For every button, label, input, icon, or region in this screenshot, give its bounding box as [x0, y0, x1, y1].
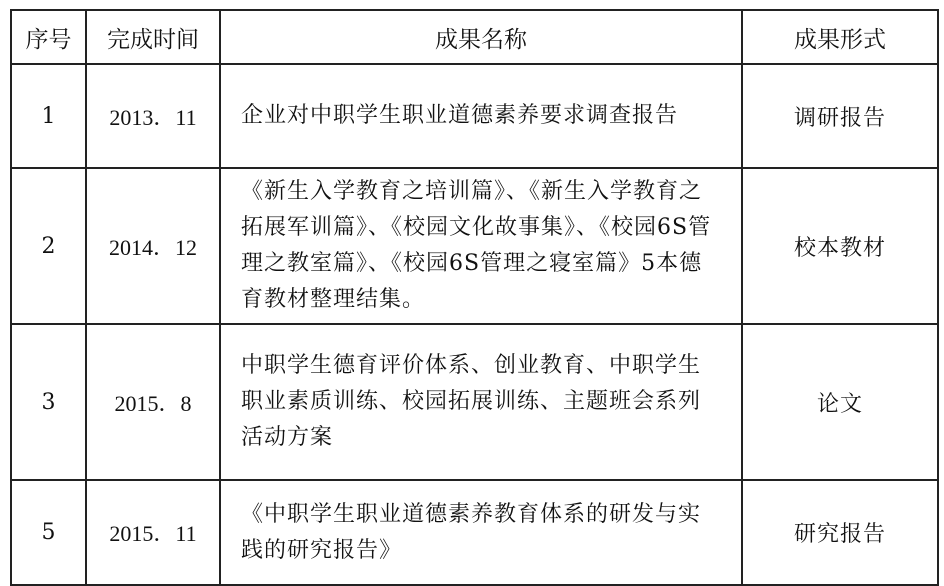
cell-name: 企业对中职学生职业道德素养要求调查报告: [220, 64, 742, 168]
cell-form: 论文: [742, 324, 938, 480]
cell-form: 研究报告: [742, 480, 938, 585]
cell-seq: 1: [11, 64, 86, 168]
cell-name: 《新生入学教育之培训篇》、《新生入学教育之拓展军训篇》、《校园文化故事集》、《校园6S管理之教室篇》、《校园6S管理之寝室篇》5本德育教材整理结集。: [220, 168, 742, 324]
cell-name: 中职学生德育评价体系、创业教育、中职学生职业素质训练、校园拓展训练、主题班会系列活动方案: [220, 324, 742, 480]
cell-form: 调研报告: [742, 64, 938, 168]
table-row: [11, 324, 938, 480]
header-seq: 序号: [11, 10, 86, 64]
header-form: 成果形式: [742, 10, 938, 64]
table-row: [11, 168, 938, 324]
cell-seq: 2: [11, 168, 86, 324]
cell-date: 2013．11: [86, 64, 220, 168]
cell-date: 2014．12: [86, 168, 220, 324]
cell-form: 校本教材: [742, 168, 938, 324]
cell-seq: 3: [11, 324, 86, 480]
cell-date: 2015．8: [86, 324, 220, 480]
cell-date: 2015．11: [86, 480, 220, 585]
cell-name: 《中职学生职业道德素养教育体系的研发与实践的研究报告》: [220, 480, 742, 585]
achievements-table: [10, 9, 939, 586]
header-name: 成果名称: [220, 10, 742, 64]
header-date: 完成时间: [86, 10, 220, 64]
table-row: [11, 64, 938, 168]
header-row: [11, 10, 938, 64]
cell-seq: 5: [11, 480, 86, 585]
table-row: [11, 480, 938, 585]
